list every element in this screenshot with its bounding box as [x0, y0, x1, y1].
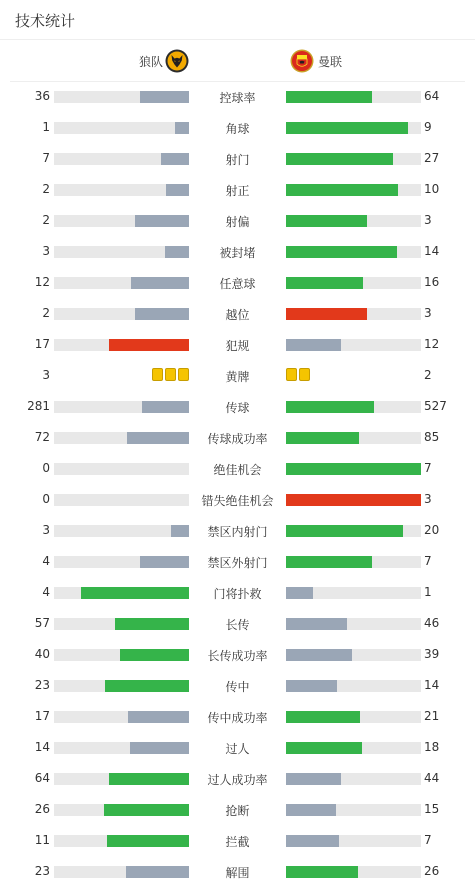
away-bar-track — [286, 246, 421, 258]
away-value: 26 — [424, 864, 440, 878]
yellow-card-icon — [178, 368, 189, 381]
away-bar — [286, 649, 352, 661]
stat-label: 解围 — [225, 866, 250, 880]
away-bar — [286, 184, 398, 196]
home-bar-track — [54, 556, 189, 568]
stat-row — [0, 174, 475, 205]
stat-label: 长传 — [225, 618, 250, 632]
home-bar — [165, 246, 189, 258]
home-value: 3 — [42, 368, 50, 382]
stat-row — [0, 267, 475, 298]
stat-label: 抢断 — [225, 804, 250, 818]
home-bar — [126, 866, 189, 878]
home-bar — [175, 122, 189, 134]
away-bar — [286, 680, 337, 692]
away-bar-track — [286, 618, 421, 630]
away-value: 15 — [424, 802, 440, 816]
stat-row — [0, 298, 475, 329]
home-bar-track — [54, 835, 189, 847]
stat-row — [0, 205, 475, 236]
away-bar-track — [286, 742, 421, 754]
stat-label: 任意球 — [219, 277, 256, 291]
home-bar-track — [54, 339, 189, 351]
home-bar-track — [54, 494, 189, 506]
home-value: 2 — [42, 213, 50, 227]
home-value: 11 — [34, 833, 50, 847]
away-bar — [286, 525, 403, 537]
home-bar-track — [54, 246, 189, 258]
away-value: 14 — [424, 678, 440, 692]
away-value: 46 — [424, 616, 440, 630]
stat-row — [0, 546, 475, 577]
stat-label: 错失绝佳机会 — [201, 494, 274, 508]
stat-row — [0, 794, 475, 825]
away-bar — [286, 773, 341, 785]
stat-row — [0, 763, 475, 794]
home-bar — [109, 339, 189, 351]
away-bar — [286, 804, 336, 816]
away-bar-track — [286, 432, 421, 444]
away-value: 7 — [424, 833, 432, 847]
home-value: 36 — [34, 89, 50, 103]
away-value: 9 — [424, 120, 432, 134]
page-title: 技术统计 — [15, 12, 76, 30]
away-bar — [286, 308, 367, 320]
away-bar — [286, 277, 363, 289]
home-value: 40 — [34, 647, 50, 661]
stat-row — [0, 577, 475, 608]
away-bar-track — [286, 122, 421, 134]
away-value: 27 — [424, 151, 440, 165]
away-value: 39 — [424, 647, 440, 661]
stat-label: 传中成功率 — [207, 711, 268, 725]
home-bar-track — [54, 308, 189, 320]
away-value: 16 — [424, 275, 440, 289]
stat-label: 过人 — [225, 742, 250, 756]
stat-label: 禁区外射门 — [207, 556, 268, 570]
home-bar — [105, 680, 189, 692]
stat-row — [0, 608, 475, 639]
away-bar — [286, 339, 341, 351]
stat-row — [0, 236, 475, 267]
home-bar-track — [54, 432, 189, 444]
away-bar-track — [286, 711, 421, 723]
home-value: 17 — [34, 709, 50, 723]
home-bar — [128, 711, 189, 723]
stat-row — [0, 360, 475, 391]
home-bar — [130, 742, 189, 754]
home-value: 26 — [34, 802, 50, 816]
stat-label: 射偏 — [225, 215, 250, 229]
home-bar — [140, 91, 189, 103]
home-bar — [140, 556, 189, 568]
stat-label: 传球 — [225, 401, 250, 415]
stat-row — [0, 701, 475, 732]
stat-row — [0, 484, 475, 515]
yellow-card-icon — [286, 368, 297, 381]
home-value: 0 — [42, 461, 50, 475]
home-bar — [171, 525, 189, 537]
home-bar — [109, 773, 189, 785]
away-value: 2 — [424, 368, 432, 382]
home-value: 281 — [27, 399, 50, 413]
away-bar-track — [286, 835, 421, 847]
home-value: 72 — [34, 430, 50, 444]
away-bar — [286, 711, 360, 723]
home-bar — [142, 401, 189, 413]
home-bar-track — [54, 463, 189, 475]
away-value: 64 — [424, 89, 440, 103]
stat-label: 射门 — [225, 153, 250, 167]
away-bar — [286, 432, 359, 444]
away-bar-track — [286, 463, 421, 475]
stat-label: 被封堵 — [219, 246, 256, 260]
home-bar-track — [54, 680, 189, 692]
stat-label: 犯规 — [225, 339, 250, 353]
away-bar-track — [286, 277, 421, 289]
home-value: 4 — [42, 585, 50, 599]
away-bar-track — [286, 525, 421, 537]
away-bar-track — [286, 587, 421, 599]
home-value: 3 — [42, 244, 50, 258]
home-bar-track — [54, 184, 189, 196]
home-bar — [120, 649, 189, 661]
team-header — [10, 41, 465, 82]
stat-row — [0, 81, 475, 112]
away-value: 14 — [424, 244, 440, 258]
home-yellow-cards — [152, 368, 189, 382]
stat-label: 绝佳机会 — [213, 463, 262, 477]
away-bar-track — [286, 773, 421, 785]
home-value: 3 — [42, 523, 50, 537]
stats-list — [0, 81, 475, 887]
home-bar-track — [54, 649, 189, 661]
stat-label: 门将扑救 — [213, 587, 262, 601]
away-value: 7 — [424, 461, 432, 475]
stat-label: 拦截 — [225, 835, 250, 849]
away-bar-track — [286, 153, 421, 165]
home-value: 17 — [34, 337, 50, 351]
stat-row — [0, 515, 475, 546]
stat-row — [0, 112, 475, 143]
stat-label: 控球率 — [219, 91, 256, 105]
stat-row — [0, 825, 475, 856]
stat-label: 传中 — [225, 680, 250, 694]
home-bar-track — [54, 215, 189, 227]
away-bar — [286, 246, 397, 258]
away-bar-track — [286, 184, 421, 196]
stat-label: 越位 — [225, 308, 250, 322]
home-bar-track — [54, 525, 189, 537]
home-bar — [135, 308, 189, 320]
stat-label: 射正 — [225, 184, 250, 198]
away-value: 3 — [424, 213, 432, 227]
away-bar — [286, 587, 313, 599]
home-value: 1 — [42, 120, 50, 134]
home-value: 14 — [34, 740, 50, 754]
away-bar-track — [286, 339, 421, 351]
away-value: 1 — [424, 585, 432, 599]
away-bar — [286, 556, 372, 568]
away-bar-track — [286, 680, 421, 692]
yellow-card-icon — [299, 368, 310, 381]
away-value: 3 — [424, 492, 432, 506]
away-value: 85 — [424, 430, 440, 444]
home-value: 4 — [42, 554, 50, 568]
home-value: 57 — [34, 616, 50, 630]
home-value: 64 — [34, 771, 50, 785]
home-value: 7 — [42, 151, 50, 165]
home-value: 23 — [34, 864, 50, 878]
stat-label: 传球成功率 — [207, 432, 268, 446]
stat-row — [0, 639, 475, 670]
away-bar-track — [286, 401, 421, 413]
stat-row — [0, 856, 475, 887]
away-bar — [286, 835, 339, 847]
home-bar-track — [54, 804, 189, 816]
home-bar-track — [54, 91, 189, 103]
yellow-card-icon — [152, 368, 163, 381]
home-value: 0 — [42, 492, 50, 506]
man-utd-crest-icon — [290, 49, 314, 73]
away-value: 12 — [424, 337, 440, 351]
away-bar — [286, 494, 421, 506]
home-bar — [81, 587, 189, 599]
home-bar — [166, 184, 189, 196]
home-bar-track — [54, 401, 189, 413]
home-bar-track — [54, 587, 189, 599]
home-value: 23 — [34, 678, 50, 692]
stat-row — [0, 422, 475, 453]
header — [0, 0, 475, 40]
home-bar — [131, 277, 189, 289]
home-bar-track — [54, 866, 189, 878]
stat-label: 禁区内射门 — [207, 525, 268, 539]
home-bar — [135, 215, 189, 227]
home-bar — [127, 432, 189, 444]
stat-row — [0, 732, 475, 763]
away-bar — [286, 618, 347, 630]
stat-row — [0, 670, 475, 701]
home-bar — [115, 618, 189, 630]
away-value: 3 — [424, 306, 432, 320]
home-bar-track — [54, 122, 189, 134]
away-bar-track — [286, 308, 421, 320]
away-value: 527 — [424, 399, 447, 413]
away-value: 21 — [424, 709, 440, 723]
home-value: 2 — [42, 306, 50, 320]
away-bar-track — [286, 494, 421, 506]
home-value: 2 — [42, 182, 50, 196]
away-bar-track — [286, 804, 421, 816]
away-value: 18 — [424, 740, 440, 754]
home-bar-track — [54, 742, 189, 754]
away-value: 20 — [424, 523, 440, 537]
away-bar-track — [286, 556, 421, 568]
home-bar — [161, 153, 189, 165]
away-bar — [286, 215, 367, 227]
home-team-name: 狼队 — [138, 55, 163, 69]
stat-row — [0, 453, 475, 484]
away-bar-track — [286, 91, 421, 103]
stat-label: 长传成功率 — [207, 649, 268, 663]
home-bar-track — [54, 711, 189, 723]
home-value: 12 — [34, 275, 50, 289]
away-bar — [286, 91, 372, 103]
home-bar — [104, 804, 189, 816]
away-bar — [286, 401, 374, 413]
stat-label: 黄牌 — [225, 370, 250, 384]
away-bar-track — [286, 215, 421, 227]
stat-row — [0, 143, 475, 174]
wolves-crest-icon — [165, 49, 189, 73]
away-bar — [286, 153, 393, 165]
away-bar — [286, 122, 408, 134]
away-bar-track — [286, 866, 421, 878]
away-yellow-cards — [286, 368, 310, 382]
home-bar — [107, 835, 189, 847]
home-bar-track — [54, 618, 189, 630]
home-bar-track — [54, 277, 189, 289]
home-bar-track — [54, 773, 189, 785]
yellow-card-icon — [165, 368, 176, 381]
stat-row — [0, 391, 475, 422]
away-value: 44 — [424, 771, 440, 785]
away-value: 10 — [424, 182, 440, 196]
away-team-name: 曼联 — [318, 55, 343, 69]
away-bar — [286, 742, 362, 754]
away-bar-track — [286, 649, 421, 661]
stat-label: 角球 — [225, 122, 250, 136]
stat-label: 过人成功率 — [207, 773, 268, 787]
away-bar — [286, 463, 421, 475]
away-bar — [286, 866, 358, 878]
away-value: 7 — [424, 554, 432, 568]
home-bar-track — [54, 153, 189, 165]
stat-row — [0, 329, 475, 360]
